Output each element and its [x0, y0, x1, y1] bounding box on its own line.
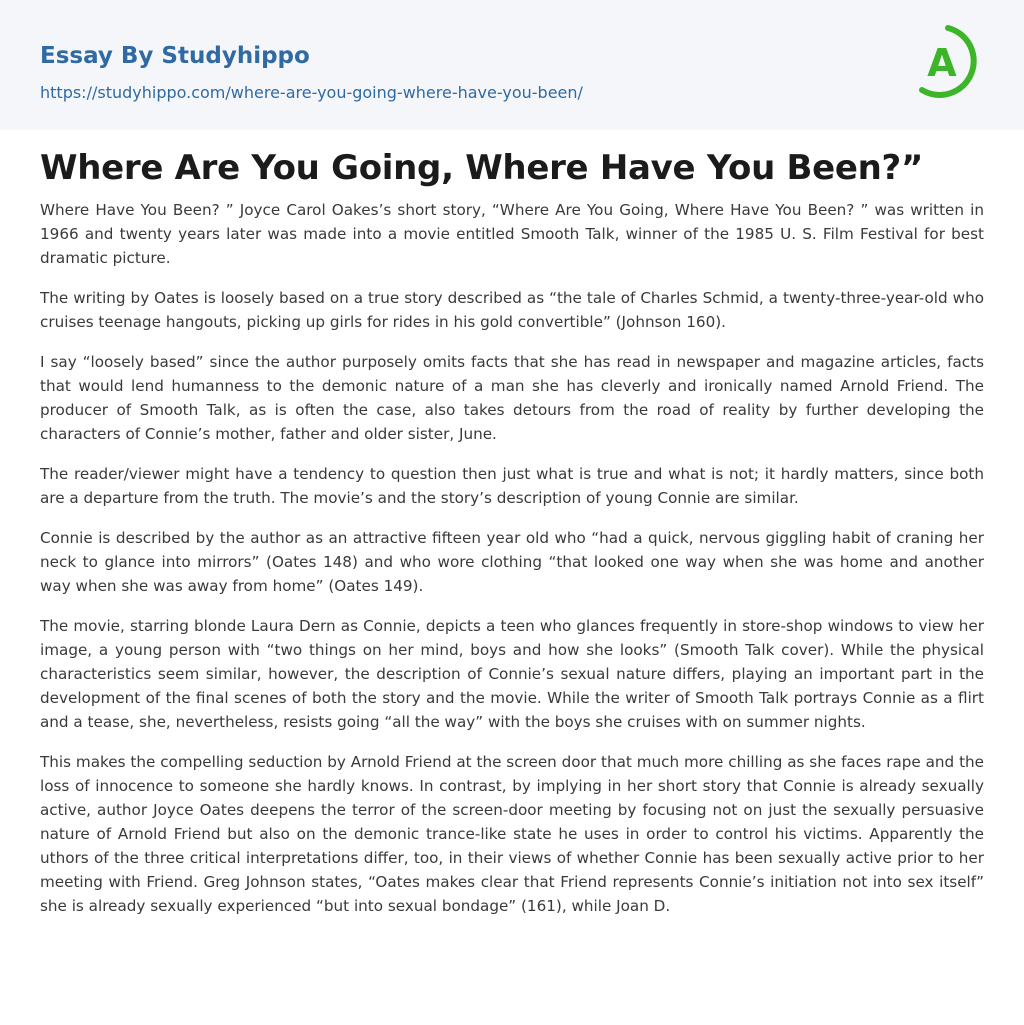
page-header: [0, 0, 1024, 130]
essay-paragraph-2: The writing by Oates is loosely based on a true story described as “the tale of Charles Schmid, a twenty-three-year-old who cruises teenage hangouts, picking up girls for rides in his gold convertible” (Johnson 160).: [40, 289, 984, 331]
essay-paragraph-3: I say “loosely based” since the author purposely omits facts that she has read in newspaper and magazine articles, facts that would lend humanness to the demonic nature of a man she has cleverly and ironically named Arnold Friend. The producer of Smooth Talk, as is often the case, also takes detours from the road of reality by further developing the characters of Connie’s mother, father and older sister, June.: [40, 353, 984, 443]
essay-url-link[interactable]: https://studyhippo.com/where-are-you-going-where-have-you-been/: [40, 83, 583, 102]
essay-paragraph-1: Where Have You Been? ” Joyce Carol Oakes’s short story, “Where Are You Going, Where Have You Been? ” was written in 1966 and twenty years later was made into a movie entitled Smooth Talk, winner of the 1985 U. S. Film Festival for best dramatic picture.: [40, 201, 984, 267]
site-brand[interactable]: Essay By Studyhippo: [40, 43, 310, 69]
essay-paragraph-5: Connie is described by the author as an attractive fifteen year old who “had a quick, nervous giggling habit of craning her neck to glance into mirrors” (Oates 148) and who wore clothing “that looked one way when she was home and another way when she was away from home” (Oates 149).: [40, 529, 984, 595]
essay-paragraph-7: This makes the compelling seduction by Arnold Friend at the screen door that much more chilling as she faces rape and the loss of innocence to someone she hardly knows. In contrast, by implying in her short story that Connie is already sexually active, author Joyce Oates deepens the terror of the screen-door meeting by focusing not on just the sexually persuasive nature of Arnold Friend but also on the demonic trance-like state he uses in order to control his victims. Apparently the uthors of the three critical interpretations differ, too, in their views of whether Connie has been sexually active prior to her meeting with Friend. Greg Johnson states, “Oates makes clear that Friend represents Connie’s initiation not into sex itself” she is already sexually experienced “but into sexual bondage” (161), while Joan D.: [40, 753, 984, 915]
essay-content: [0, 148, 1024, 918]
essay-paragraph-4: The reader/viewer might have a tendency to question then just what is true and what is not; it hardly matters, since both are a departure from the truth. The movie’s and the story’s description of young Connie are similar.: [40, 465, 984, 507]
studyhippo-logo[interactable]: [912, 18, 986, 106]
essay-paragraph-6: The movie, starring blonde Laura Dern as Connie, depicts a teen who glances frequently in store-shop windows to view her image, a young person with “two things on her mind, boys and how she looks” (Smooth Talk cover). While the physical characteristics seem similar, however, the description of Connie’s sexual nature differs, playing an important part in the development of the final scenes of both the story and the movie. While the writer of Smooth Talk portrays Connie as a flirt and a tease, she, nevertheless, resists going “all the way” with the boys she cruises with on summer nights.: [40, 617, 984, 731]
essay-title: Where Are You Going, Where Have You Been?”: [40, 148, 924, 188]
logo-letter: A: [927, 41, 957, 85]
